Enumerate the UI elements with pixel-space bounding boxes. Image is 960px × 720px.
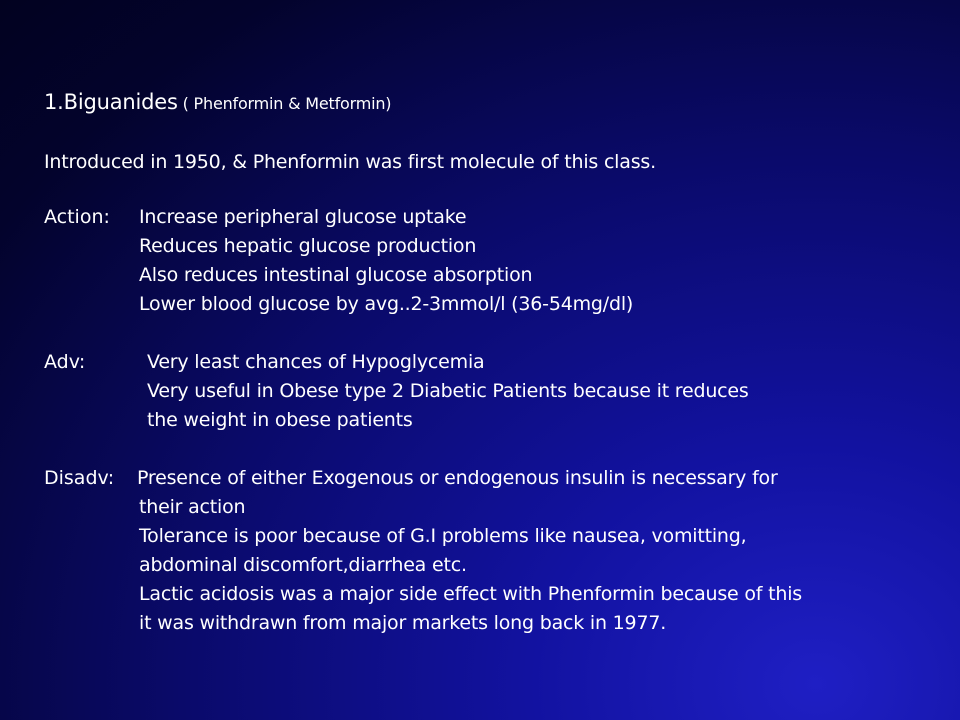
title-subtitle: ( Phenformin & Metformin) <box>177 94 392 113</box>
disadv-label: Disadv: <box>44 467 115 489</box>
adv-label: Adv: <box>44 351 86 373</box>
disadv-item: abdominal discomfort,diarrhea etc. <box>139 554 467 576</box>
action-label: Action: <box>44 206 110 228</box>
action-item: Lower blood glucose by avg..2-3mmol/l (36-54mg/dl) <box>139 293 634 315</box>
intro-text: Introduced in 1950, & Phenformin was first molecule of this class. <box>44 151 656 173</box>
disadv-item: their action <box>139 496 246 518</box>
disadv-item: it was withdrawn from major markets long back in 1977. <box>139 612 667 634</box>
disadv-item: Lactic acidosis was a major side effect with Phenformin because of this <box>139 583 802 605</box>
action-item: Reduces hepatic glucose production <box>139 235 477 257</box>
title-main: 1.Biguanides <box>44 90 178 114</box>
slide-title <box>44 90 391 116</box>
adv-item: Very least chances of Hypoglycemia <box>147 351 485 373</box>
action-item: Increase peripheral glucose uptake <box>139 206 467 228</box>
adv-item: the weight in obese patients <box>147 409 413 431</box>
adv-item: Very useful in Obese type 2 Diabetic Patients because it reduces <box>147 380 749 402</box>
disadv-item: Presence of either Exogenous or endogenous insulin is necessary for <box>137 467 778 489</box>
action-item: Also reduces intestinal glucose absorption <box>139 264 533 286</box>
disadv-item: Tolerance is poor because of G.I problems like nausea, vomitting, <box>139 525 747 547</box>
